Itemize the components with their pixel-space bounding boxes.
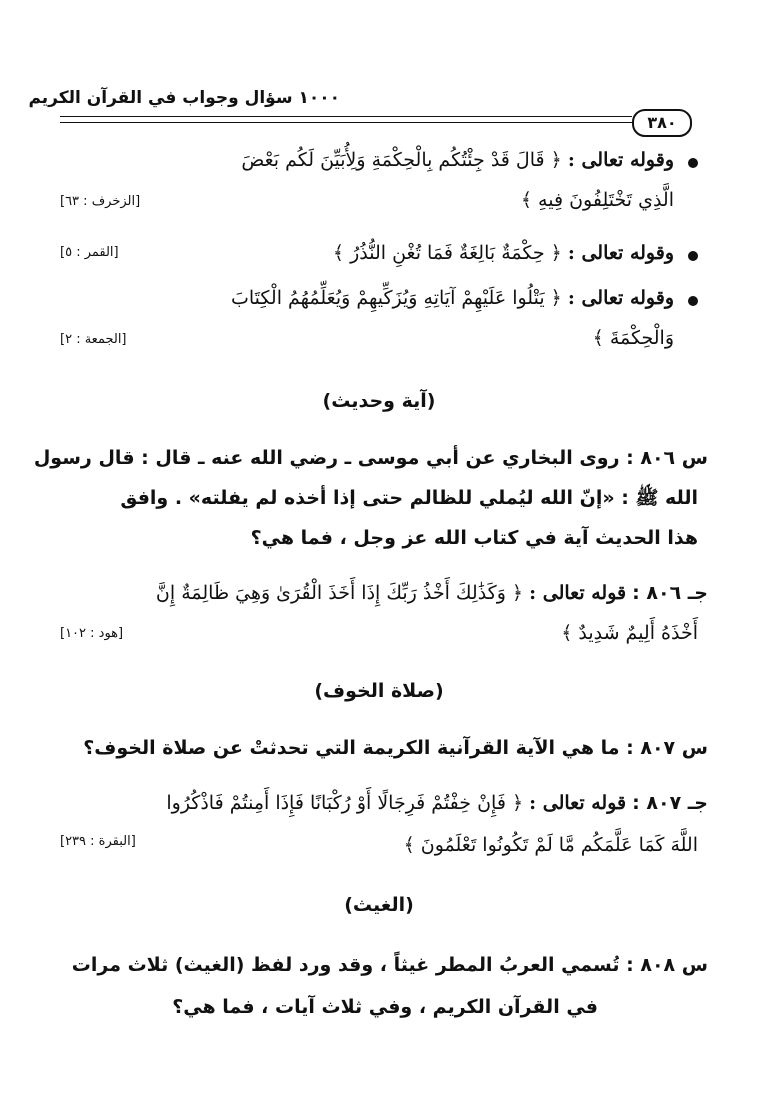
- question-line: [172, 992, 598, 1022]
- verse-continuation: [561, 618, 698, 648]
- bullet-line: [333, 238, 674, 268]
- bullet-icon: [688, 158, 698, 168]
- verse-citation: [البقرة : ٢٣٩]: [60, 834, 136, 849]
- verse-text: الَّذِي تَخْتَلِفُونَ فِيهِ ﴾: [520, 189, 674, 211]
- verse-lead: وقوله تعالى :: [567, 149, 674, 171]
- question-line: [34, 443, 708, 473]
- question-number: س ٨٠٨ :: [626, 954, 708, 976]
- verse-text: اللَّهَ كَمَا عَلَّمَكُم مَّا لَمْ تَكُونُوا تَعْلَمُونَ ﴾: [403, 834, 698, 856]
- verse-lead: قوله تعالى :: [529, 792, 627, 814]
- question-text: تُسمي العربُ المطر غيثاً ، وقد ورد لفظ (الغيث) ثلاث مرات: [71, 954, 620, 976]
- running-title: ١٠٠٠ سؤال وجواب في القرآن الكريم: [28, 88, 340, 108]
- answer-line: [166, 788, 708, 818]
- verse-citation: [هود : ١٠٢]: [60, 626, 124, 641]
- section-title: (صلاة الخوف): [314, 680, 444, 702]
- question-text: الله ﷺ : «إنّ الله ليُملي للظالم حتى إذا أخذه لم يفلته» . وافق: [120, 487, 698, 509]
- verse-lead: وقوله تعالى :: [567, 242, 674, 264]
- section-title: (آية وحديث): [322, 390, 436, 412]
- page-number: ٣٨٠: [632, 109, 692, 137]
- verse-citation: [الجمعة : ٢]: [60, 332, 127, 347]
- answer-number: جـ ٨٠٧ :: [632, 792, 708, 814]
- verse-citation: [الزخرف : ٦٣]: [60, 194, 141, 209]
- question-text: في القرآن الكريم ، وفي ثلاث آيات ، فما هي؟: [172, 996, 598, 1018]
- verse-continuation: [521, 185, 674, 215]
- verse-citation: [القمر : ٥]: [60, 245, 119, 260]
- verse-text: ﴿ يَتْلُوا عَلَيْهِمْ آيَاتِهِ وَيُزَكِّيهِمْ وَيُعَلِّمُهُمُ الْكِتَابَ: [231, 287, 562, 309]
- header-rule: [60, 116, 632, 117]
- section-title: (الغيث): [344, 894, 414, 916]
- question-line: [251, 523, 698, 553]
- question-line: [83, 733, 708, 763]
- question-text: ما هي الآية القرآنية الكريمة التي تحدثتْ عن صلاة الخوف؟: [83, 737, 620, 759]
- bullet-line: [241, 145, 674, 175]
- answer-number: جـ ٨٠٦ :: [632, 582, 708, 604]
- answer-line: [156, 578, 708, 608]
- bullet-line: [231, 283, 674, 313]
- question-line: [72, 950, 708, 980]
- verse-text: وَالْحِكْمَةَ ﴾: [592, 327, 674, 349]
- question-number: س ٨٠٧ :: [626, 737, 708, 759]
- question-text: هذا الحديث آية في كتاب الله عز وجل ، فما هي؟: [250, 527, 698, 549]
- bullet-icon: [688, 296, 698, 306]
- verse-continuation: [404, 830, 698, 860]
- verse-text: ﴿ قَالَ قَدْ جِئْتُكُم بِالْحِكْمَةِ وَلِأُبَيِّنَ لَكُم بَعْضَ: [241, 149, 562, 171]
- verse-lead: وقوله تعالى :: [567, 287, 674, 309]
- verse-lead: قوله تعالى :: [529, 582, 627, 604]
- verse-text: ﴿ حِكْمَةٌ بَالِغَةٌ فَمَا تُغْنِ النُّذُرُ ﴾: [332, 242, 562, 264]
- header-rule: [60, 122, 632, 123]
- verse-continuation: [593, 323, 674, 353]
- question-text: روى البخاري عن أبي موسى ـ رضي الله عنه ـ قال : قال رسول: [33, 447, 620, 469]
- verse-text: ﴿ وَكَذَٰلِكَ أَخْذُ رَبِّكَ إِذَا أَخَذَ الْقُرَىٰ وَهِيَ ظَالِمَةٌ إِنَّ: [155, 582, 524, 604]
- verse-text: أَخْذَهُ أَلِيمٌ شَدِيدٌ ﴾: [561, 622, 698, 644]
- verse-text: ﴿ فَإِنْ خِفْتُمْ فَرِجَالًا أَوْ رُكْبَانًا فَإِذَا أَمِنتُمْ فَاذْكُرُوا: [166, 792, 524, 814]
- question-number: س ٨٠٦ :: [626, 447, 708, 469]
- bullet-icon: [688, 251, 698, 261]
- question-line: [120, 483, 698, 513]
